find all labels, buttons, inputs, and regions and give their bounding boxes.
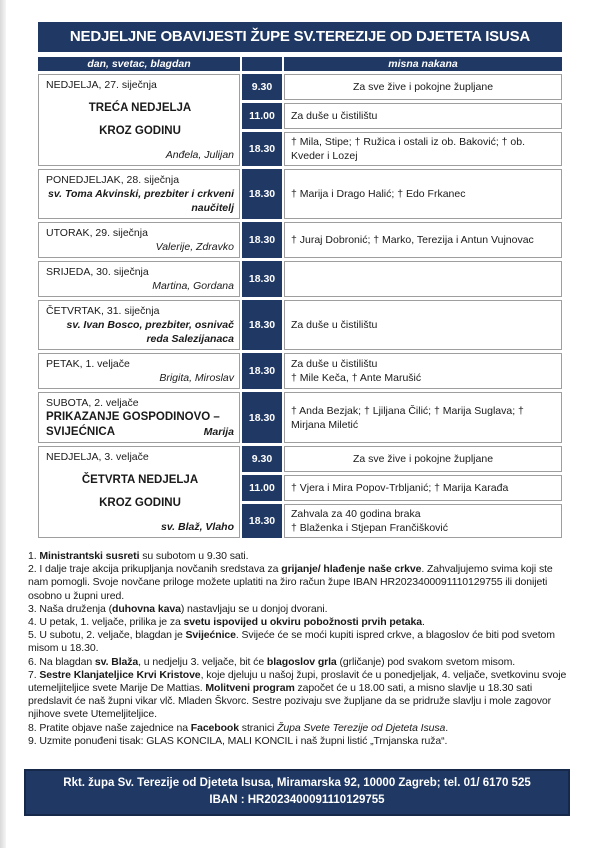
mass-row <box>242 392 562 443</box>
mass-intention-cell <box>284 103 562 129</box>
day-line: NEDJELJA, 3. veljače <box>46 451 149 463</box>
mass-intention-cell <box>284 446 562 472</box>
day-cell <box>38 222 240 258</box>
mass-intention-cell <box>284 169 562 219</box>
mass-time-cell: 9.30 <box>242 446 282 472</box>
day-line: KROZ GODINU <box>99 497 181 510</box>
mass-time-cell: 18.30 <box>242 169 282 219</box>
mass-time-cell: 18.30 <box>242 392 282 443</box>
mass-time-cell: 11.00 <box>242 475 282 501</box>
mass-row <box>242 353 562 389</box>
mass-time-cell: 18.30 <box>242 261 282 297</box>
mass-intention-cell <box>284 74 562 100</box>
mass-intention-cell <box>284 261 562 297</box>
note-text: 8. Pratite objave naše zajednice na <box>28 721 191 734</box>
note-text: Ministrantski susreti <box>39 550 140 562</box>
day-cell <box>38 261 240 297</box>
note-text: sv. Blaža <box>94 655 139 668</box>
note-text: 5. U subotu, 2. veljače, blagdan je <box>28 629 186 642</box>
mass-intention-cell <box>284 392 562 443</box>
mass-row <box>242 132 562 166</box>
intention-line: Zahvala za 40 godina braka <box>291 508 421 520</box>
day-line <box>46 425 234 439</box>
day-line: SUBOTA, 2. veljače <box>46 397 139 409</box>
intention-line: Za duše u čistilištu <box>291 319 378 331</box>
intention-line: Za duše u čistilištu <box>291 358 378 370</box>
intention-line: † Blaženka i Stjepan Frančišković <box>291 522 448 534</box>
note-item <box>28 603 574 616</box>
note-text: su subotom u 9.30 sati. <box>139 550 249 562</box>
mass-intention-cell <box>284 504 562 538</box>
note-text: Facebook <box>190 721 239 734</box>
mass-column <box>242 392 562 443</box>
note-item <box>28 550 574 563</box>
feast-name: SVIJEĆNICA <box>46 426 116 438</box>
note-item <box>28 563 574 603</box>
intention-line: † Mile Keča, † Ante Marušić <box>291 372 422 384</box>
mass-time-cell: 18.30 <box>242 504 282 538</box>
day-cell <box>38 74 240 166</box>
day-group-row <box>38 300 562 350</box>
note-text: 1. <box>28 550 40 562</box>
mass-intention-cell <box>284 222 562 258</box>
note-text: 6. Na blagdan <box>28 655 95 668</box>
day-line: PRIKAZANJE GOSPODINOVO – <box>46 411 220 423</box>
day-group-row <box>38 222 562 258</box>
mass-row <box>242 300 562 350</box>
day-line: sv. Ivan Bosco, prezbiter, osnivač reda Salezijanaca <box>66 319 234 345</box>
day-cell <box>38 446 240 538</box>
mass-row <box>242 446 562 472</box>
day-line: sv. Blaž, Vlaho <box>161 520 234 533</box>
mass-column <box>242 300 562 350</box>
column-header-time <box>242 57 282 71</box>
mass-column <box>242 74 562 166</box>
day-line: KROZ GODINU <box>99 125 181 138</box>
note-text: 7. <box>28 668 40 681</box>
note-item <box>28 629 574 655</box>
footer-bar <box>24 769 570 816</box>
note-text: , koje djeluju u našoj župi, proslavit će u ponedjeljak, 4. veljače, svetkovinu svoje utemeljiteljice svete Marije De Mattias. <box>28 668 567 695</box>
day-line: Martina, Gordana <box>152 280 234 292</box>
intention-line: Za sve žive i pokojne župljane <box>352 81 494 93</box>
note-text: stranici <box>238 721 278 734</box>
day-cell <box>38 392 240 443</box>
mass-row <box>242 169 562 219</box>
day-line: TREĆA NEDJELJA <box>88 101 192 114</box>
day-line: UTORAK, 29. siječnja <box>46 227 148 239</box>
day-line: sv. Toma Akvinski, prezbiter i crkveni naučitelj <box>48 188 234 214</box>
mass-time-cell: 18.30 <box>242 222 282 258</box>
mass-column <box>242 222 562 258</box>
day-line: Brigita, Miroslav <box>159 372 234 384</box>
day-group-row <box>38 446 562 538</box>
intention-line: † Juraj Dobronić; † Marko, Terezija i Antun Vujnovac <box>291 234 534 246</box>
mass-row <box>242 261 562 297</box>
day-line: ČETVRTAK, 31. siječnja <box>46 305 160 317</box>
day-group-row <box>38 74 562 166</box>
note-text: , u nedjelju 3. veljače, bit će <box>138 655 267 668</box>
day-line: SRIJEDA, 30. siječnja <box>46 266 149 278</box>
intention-line: † Mila, Stipe; † Ružica i ostali iz ob. Baković; † ob. Kveder i Lozej <box>291 136 526 162</box>
mass-column <box>242 169 562 219</box>
note-text: . <box>422 616 425 629</box>
scan-edge-artifact <box>0 0 6 848</box>
column-header-intention: misna nakana <box>284 57 562 71</box>
mass-intention-cell <box>284 353 562 389</box>
note-text: 9. Uzmite ponuđeni tisak: GLAS KONCILA, MALI KONCIL i naš župni listić „Trnjanska ruža“. <box>28 734 448 747</box>
note-text: ) nastavljaju se u donjoj dvorani. <box>180 602 328 615</box>
day-cell <box>38 169 240 219</box>
day-group-row <box>38 169 562 219</box>
announcements-list <box>28 550 574 748</box>
day-line: Valerije, Zdravko <box>155 241 234 253</box>
table-header-row <box>38 57 562 71</box>
day-line: Anđela, Julijan <box>165 148 234 161</box>
mass-time-cell: 18.30 <box>242 132 282 166</box>
note-text: blagoslov grla <box>266 655 337 668</box>
day-line: PETAK, 1. veljače <box>46 358 130 370</box>
day-line: PONEDJELJAK, 28. siječnja <box>46 174 180 186</box>
note-text: . <box>445 721 449 734</box>
parish-iban: IBAN : HR2023400091110129755 <box>209 794 385 806</box>
day-group-row <box>38 261 562 297</box>
note-text: duhovna kava <box>112 602 181 615</box>
note-text: . Svijeće će se moći kupiti ispred crkve, a blagoslov će biti pod svetom misom u 18.30. <box>28 629 555 655</box>
note-text: Sestre Klanjateljice Krvi Kristove <box>39 668 201 681</box>
bulletin-content <box>28 22 567 748</box>
mass-intention-cell <box>284 300 562 350</box>
mass-time-cell: 18.30 <box>242 300 282 350</box>
day-line: ČETVRTA NEDJELJA <box>81 473 199 486</box>
note-text: Župa Svete Terezije od Djeteta Isusa <box>277 721 446 734</box>
day-cell <box>38 353 240 389</box>
note-text: 4. U petak, 1. veljače, prilika je za <box>28 616 184 629</box>
saint-name: Marija <box>203 426 234 438</box>
mass-intention-cell <box>284 132 562 166</box>
parish-address: Rkt. župa Sv. Terezije od Djeteta Isusa, Miramarska 92, 10000 Zagreb; tel. 01/ 6170 525 <box>63 777 531 789</box>
mass-row <box>242 103 562 129</box>
note-text: grijanje/ hlađenje naše crkve <box>281 563 422 576</box>
mass-row <box>242 504 562 538</box>
mass-column <box>242 446 562 538</box>
day-cell <box>38 300 240 350</box>
mass-time-cell: 11.00 <box>242 103 282 129</box>
note-item <box>28 616 574 629</box>
mass-row <box>242 475 562 501</box>
note-item <box>28 735 574 748</box>
mass-column <box>242 261 562 297</box>
note-text: Molitveni program <box>205 682 295 695</box>
intention-line: † Marija i Drago Halić; † Edo Frkanec <box>291 188 466 200</box>
mass-time-cell: 18.30 <box>242 353 282 389</box>
day-group-row <box>38 392 562 443</box>
note-text: . Zahvaljujemo svima koji ste nam pomogli. Svoje novčane priloge možete uplatiti na žiro račun župe IBAN HR2023400091110129755 ili donijeti osobno u župni ured. <box>28 563 553 602</box>
note-item <box>28 669 574 722</box>
day-line: NEDJELJA, 27. siječnja <box>46 79 157 91</box>
intention-line: Za sve žive i pokojne župljane <box>352 453 494 465</box>
intention-line: Za duše u čistilištu <box>291 110 378 122</box>
page-title: NEDJELJNE OBAVIJESTI ŽUPE SV.TEREZIJE OD DJETETA ISUSA <box>38 22 562 52</box>
note-text: svetu ispovijed u okviru pobožnosti prvih petaka <box>183 616 423 629</box>
note-text: Svijećnice <box>185 629 236 642</box>
intention-line: † Vjera i Mira Popov-Trbljanić; † Marija Karađa <box>291 482 509 494</box>
note-text: 3. Naša druženja ( <box>28 602 112 615</box>
day-group-row <box>38 353 562 389</box>
note-item <box>28 656 574 669</box>
note-item <box>28 722 574 735</box>
mass-time-cell: 9.30 <box>242 74 282 100</box>
note-text: (grličanje) pod svakom svetom misom. <box>336 655 516 668</box>
mass-schedule-table <box>38 74 562 538</box>
mass-column <box>242 353 562 389</box>
note-text: započet će u 18.00 sati, a misno slavlje u 18.30 sati predslavit će naš župni vikar vlč. Mladen Škvorc. Sestre pozivaju sve župljane da se pridruže slavlju i mole zagovor njihove svete Utemeljiteljice. <box>28 682 551 721</box>
note-text: 2. I dalje traje akcija prikupljanja novčanih sredstava za <box>28 563 282 576</box>
column-header-day: dan, svetac, blagdan <box>38 57 240 71</box>
mass-intention-cell <box>284 475 562 501</box>
mass-row <box>242 222 562 258</box>
intention-line: † Anda Bezjak; † Ljiljana Čilić; † Marija Suglava; † Mirjana Miletić <box>291 404 524 431</box>
mass-row <box>242 74 562 100</box>
